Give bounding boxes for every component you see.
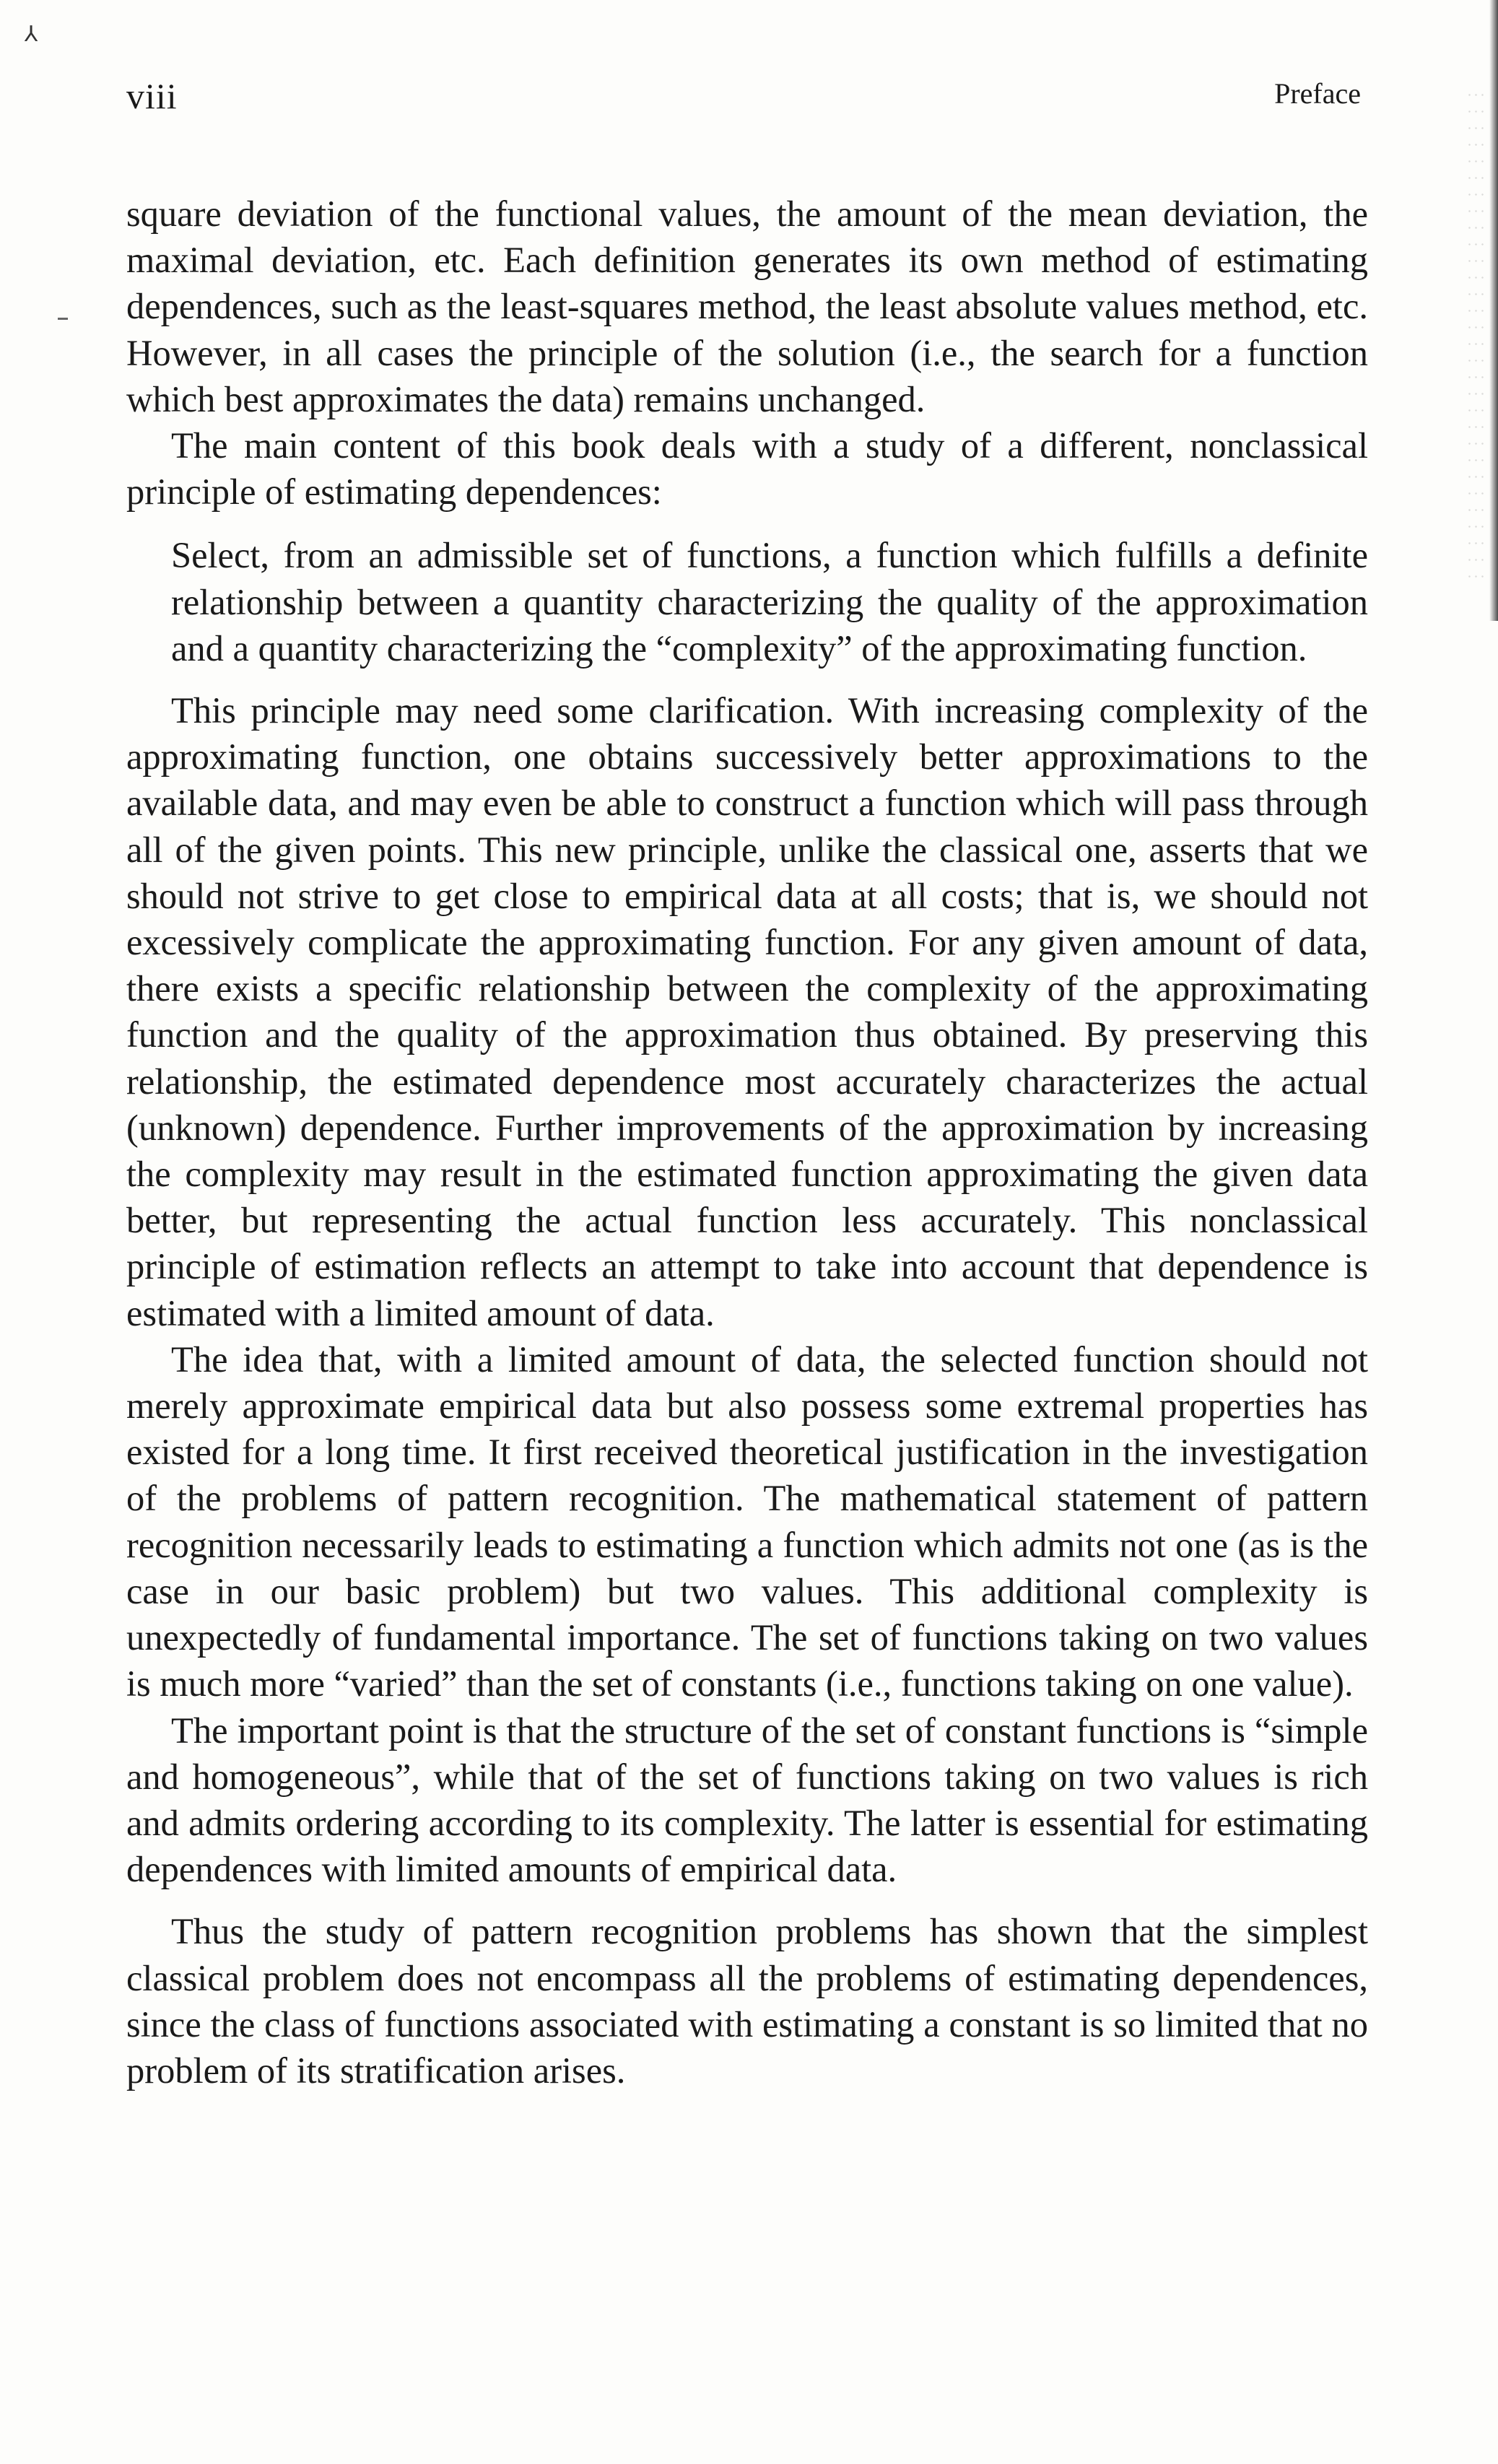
paragraph-6: Thus the study of pattern recognition problems has shown that the simplest classical problem does not encompass all the problems of estimating dependences, since the class of functions associated with estimating a constant is so limited that no problem of its stratification arises. <box>126 1911 1368 2091</box>
corner-mark: ⅄ <box>25 22 38 46</box>
page-header <box>126 75 1361 126</box>
paragraph-1: square deviation of the functional values, the amount of the mean deviation, the maximal deviation, etc. Each definition generates its own method of estimating dependences, such as the least-squares method, the least absolute values method, etc. However, in all cases the principle of the solution (i.e., the search for a function which best approximates the data) remains unchanged. <box>126 193 1368 419</box>
margin-mark <box>58 318 68 320</box>
paragraph-2: The main content of this book deals with a study of a different, nonclassical principle of estimating dependences: <box>126 425 1368 513</box>
principle-quote: Select, from an admissible set of functions, a function which fulfills a definite relationship between a quantity characterizing the quality of the approximation and a quantity characterizing the “complexity” of the approximating function. <box>171 535 1368 669</box>
body-text <box>126 191 1368 2094</box>
page-edge-specks <box>1466 87 1488 592</box>
page-number: viii <box>126 76 178 116</box>
paragraph-4: The idea that, with a limited amount of data, the selected function should not merely approximate empirical data but also possess some extremal properties has existed for a long time. It first received theoretical justification in the investigation of the problems of pattern recognition. The mathematical statement of pattern recognition necessarily leads to estimating a function which admits not one (as is the case in our basic problem) but two values. This additional complexity is unexpectedly of fundamental importance. The set of functions taking on two values is much more “varied” than the set of constants (i.e., functions taking on one value). <box>126 1338 1368 1705</box>
paragraph-3: This principle may need some clarification. With increasing complexity of the approximating function, one obtains successively better approximations to the available data, and may even be able to construct a function which will pass through all of the given points. This new principle, unlike the classical one, asserts that we should not strive to get close to empirical data at all costs; that is, we should not excessively complicate the approximating function. For any given amount of data, there exists a specific relationship between the complexity of the approximating function and the quality of the approximation thus obtained. By preserving this relationship, the estimated dependence most accurately characterizes the actual (unknown) dependence. Further improvements of the approximation by increasing the complexity may result in the estimated function approximating the given data better, but representing the actual function less accurately. This nonclassical principle of estimation reflects an attempt to take into account that dependence is estimated with a limited amount of data. <box>126 690 1368 1333</box>
page-edge-shadow <box>1489 0 1498 621</box>
running-head: Preface <box>1274 77 1361 110</box>
paragraph-5: The important point is that the structure of the set of constant functions is “simple and homogeneous”, while that of the set of functions taking on two values is rich and admits ordering according to its complexity. The latter is essential for estimating dependences with limited amounts of empirical data. <box>126 1710 1368 1890</box>
